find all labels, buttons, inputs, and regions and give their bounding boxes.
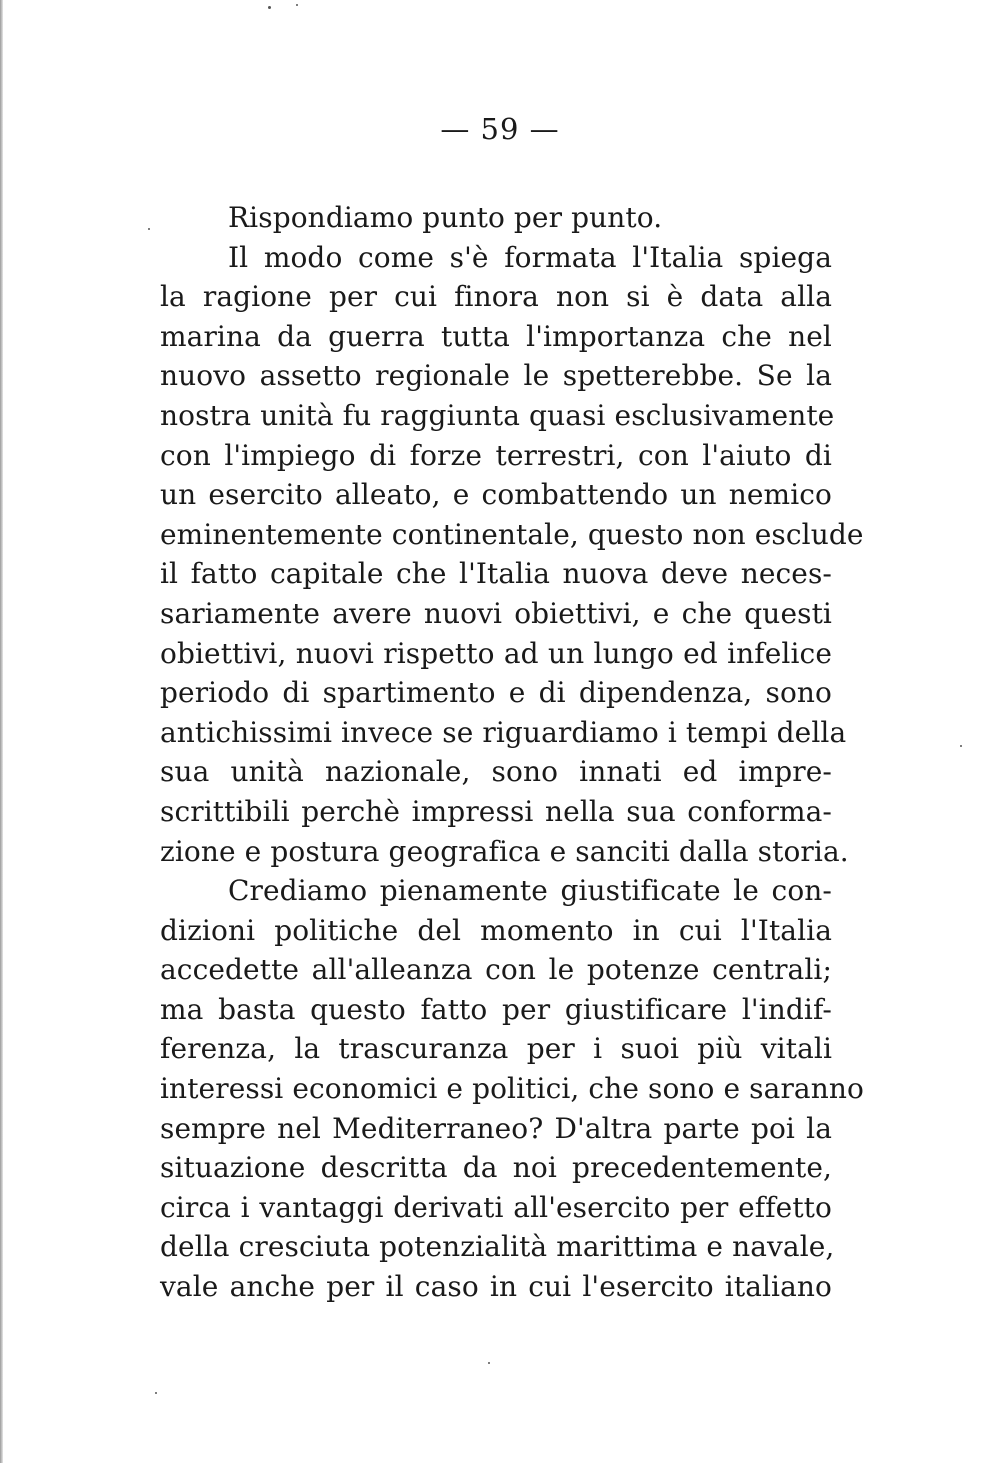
text-line: della cresciuta potenzialità marittima e navale, xyxy=(160,1230,835,1264)
text-line: circa i vantaggi derivati all'esercito per effetto xyxy=(160,1190,832,1224)
paper-speck xyxy=(268,6,271,9)
text-line: interessi economici e politici, che sono e saranno xyxy=(160,1072,864,1106)
text-line: situazione descritta da noi precedentemente, xyxy=(160,1151,832,1185)
text-line: un esercito alleato, e combattendo un nemico xyxy=(160,478,832,512)
text-line: Il modo come s'è formata l'Italia spiega xyxy=(228,240,832,274)
text-line: periodo di spartimento e di dipendenza, sono xyxy=(160,676,832,710)
page-number: — 59 — xyxy=(440,112,560,146)
paper-speck xyxy=(960,745,962,747)
page-edge-shadow xyxy=(0,0,3,1463)
text-line: antichissimi invece se riguardiamo i tempi della xyxy=(160,715,847,749)
paper-speck xyxy=(148,228,150,230)
text-line: dizioni politiche del momento in cui l'Italia xyxy=(160,913,832,947)
text-line: zione e postura geografica e sanciti dalla storia. xyxy=(160,834,849,868)
text-line: Crediamo pienamente giustificate le con- xyxy=(228,874,832,908)
text-line: nostra unità fu raggiunta quasi esclusivamente xyxy=(160,398,835,432)
paper-speck xyxy=(296,4,298,6)
text-line: sariamente avere nuovi obiettivi, e che questi xyxy=(160,596,832,630)
text-line: eminentemente continentale, questo non esclude xyxy=(160,517,864,551)
text-line: obiettivi, nuovi rispetto ad un lungo ed infelice xyxy=(160,636,832,670)
text-line: sua unità nazionale, sono innati ed impre- xyxy=(160,755,832,789)
text-line: la ragione per cui finora non si è data alla xyxy=(160,280,832,314)
text-line: marina da guerra tutta l'importanza che nel xyxy=(160,319,832,353)
paper-speck xyxy=(155,1392,157,1394)
paper-speck xyxy=(488,1362,490,1364)
body-text xyxy=(160,198,864,1307)
text-line: nuovo assetto regionale le spetterebbe. Se la xyxy=(160,359,832,393)
text-line: accedette all'alleanza con le potenze centrali; xyxy=(160,953,832,987)
text-line: il fatto capitale che l'Italia nuova deve neces- xyxy=(160,557,832,591)
text-line: ferenza, la trascuranza per i suoi più vitali xyxy=(160,1032,832,1066)
text-line: sempre nel Mediterraneo? D'altra parte poi la xyxy=(160,1111,832,1145)
text-line: scrittibili perchè impressi nella sua conforma- xyxy=(160,794,832,828)
text-line: con l'impiego di forze terrestri, con l'aiuto di xyxy=(160,438,832,472)
text-line: vale anche per il caso in cui l'esercito italiano xyxy=(160,1270,832,1304)
text-line: Rispondiamo punto per punto. xyxy=(228,201,663,234)
text-line: ma basta questo fatto per giustificare l'indif- xyxy=(160,992,832,1026)
